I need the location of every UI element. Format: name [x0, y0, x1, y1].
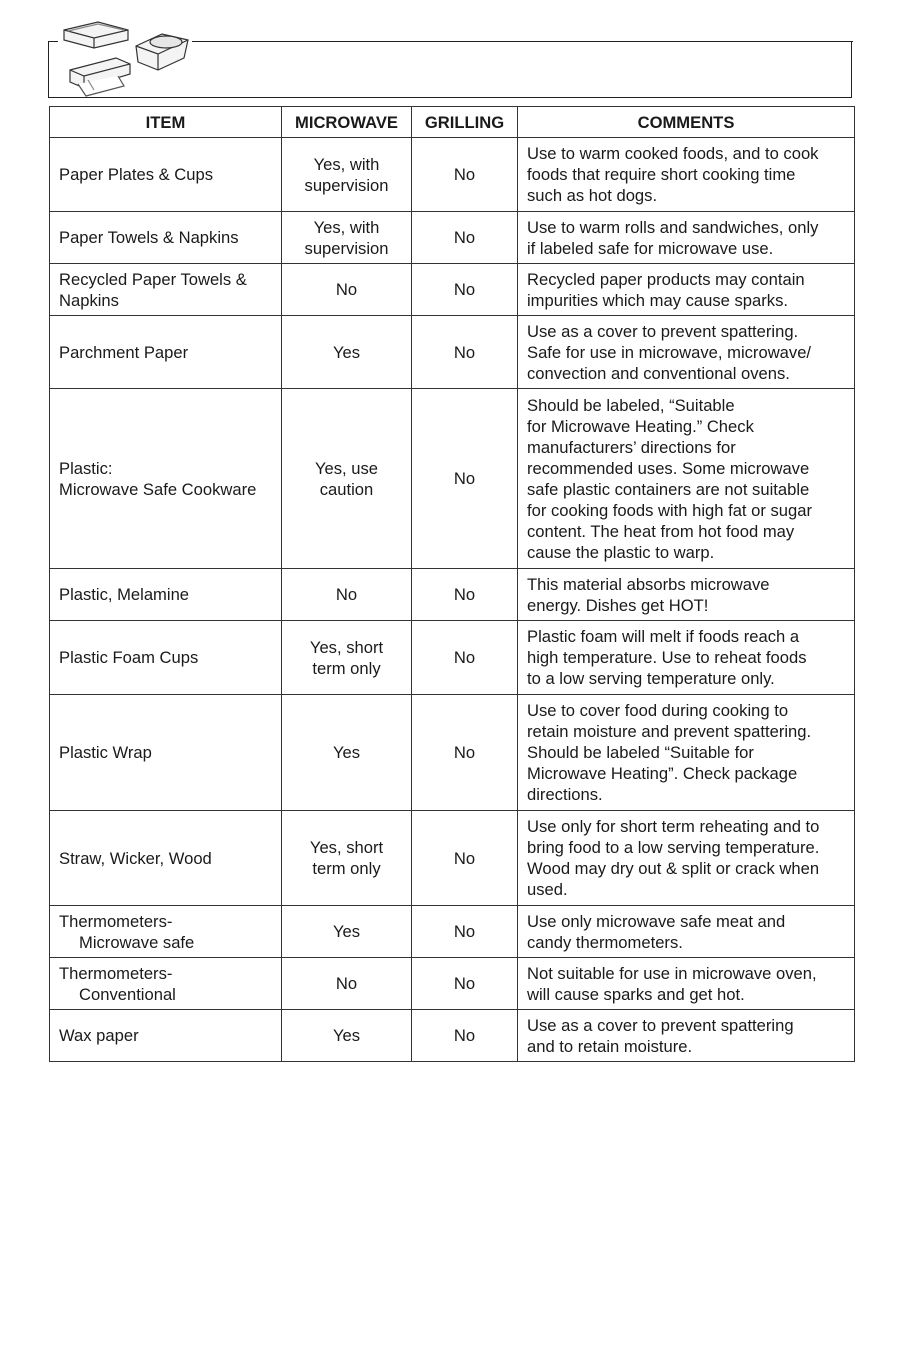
comment-cell-line: such as hot dogs. — [527, 186, 658, 205]
comment-cell-line: foods that require short cooking time — [527, 165, 796, 184]
grilling-cell: No — [412, 695, 518, 811]
comment-cell-line: Use only for short term reheating and to — [527, 817, 820, 836]
grilling-cell: No — [412, 569, 518, 621]
item-cell — [50, 958, 282, 1010]
table-row — [50, 621, 855, 695]
item-cell-line: Wax paper — [59, 1026, 139, 1045]
table-row — [50, 695, 855, 811]
comment-cell-line: and to retain moisture. — [527, 1036, 693, 1056]
microwave-cell-line: Yes — [332, 922, 361, 941]
item-cell — [50, 212, 282, 264]
grilling-cell: No — [412, 958, 518, 1010]
cookware-illustration-icon — [58, 18, 192, 98]
comment-cell-line: to a low serving temperature only. — [527, 669, 775, 688]
comment-cell-line: Recycled paper products may contain — [527, 269, 805, 289]
comment-cell-line: Use as a cover to prevent spattering — [527, 1015, 794, 1035]
comment-cell-line: recommended uses. Some microwave — [527, 458, 810, 478]
item-cell — [50, 138, 282, 212]
item-cell — [50, 811, 282, 906]
item-cell-line: Parchment Paper — [59, 342, 189, 362]
comment-cell-line: Use only microwave safe meat and — [527, 911, 786, 931]
grilling-cell: No — [412, 264, 518, 316]
column-header-grilling: GRILLING — [412, 107, 518, 138]
item-cell — [50, 906, 282, 958]
item-cell-line: Paper Towels & Napkins — [59, 228, 239, 247]
grilling-cell: No — [412, 212, 518, 264]
microwave-cell — [282, 621, 412, 695]
comment-cell-line: candy thermometers. — [527, 932, 683, 952]
microwave-cell-line: Yes, with — [313, 154, 380, 174]
comment-cell-line: This material absorbs microwave — [527, 574, 770, 594]
table-row — [50, 212, 855, 264]
comment-cell-line: Use as a cover to prevent spattering. — [527, 321, 799, 341]
microwave-cell — [282, 389, 412, 569]
microwave-cell-line: supervision — [304, 238, 389, 258]
item-cell-line: Recycled Paper Towels & — [59, 269, 247, 289]
grilling-cell: No — [412, 621, 518, 695]
item-cell-line: Paper Plates & Cups — [59, 165, 214, 184]
header-divider — [192, 41, 853, 42]
column-header-comments: COMMENTS — [518, 107, 855, 138]
item-cell-line: Straw, Wicker, Wood — [59, 848, 212, 868]
comment-cell — [518, 569, 855, 621]
comment-cell — [518, 389, 855, 569]
microwave-cell-line: Yes, use — [314, 458, 379, 478]
microwave-cell — [282, 958, 412, 1010]
table-row — [50, 389, 855, 569]
comment-cell-line: Use to warm rolls and sandwiches, only — [527, 217, 819, 237]
comment-cell — [518, 811, 855, 906]
comment-cell-line: convection and conventional ovens. — [527, 363, 790, 383]
table-row — [50, 811, 855, 906]
grilling-cell: No — [412, 1010, 518, 1062]
comment-cell-line: for Microwave Heating.” Check — [527, 416, 754, 436]
comment-cell — [518, 316, 855, 389]
microwave-cell — [282, 264, 412, 316]
item-cell-line: Thermometers- — [59, 963, 173, 983]
microwave-cell-line: Yes — [332, 342, 361, 362]
column-header-microwave: MICROWAVE — [282, 107, 412, 138]
item-cell — [50, 389, 282, 569]
comment-cell-line: Safe for use in microwave, microwave/ — [527, 342, 812, 362]
grilling-cell: No — [412, 389, 518, 569]
header-divider — [48, 41, 58, 42]
comment-cell-line: manufacturers’ directions for — [527, 437, 736, 457]
comment-cell-line: if labeled safe for microwave use. — [527, 238, 774, 258]
comment-cell-line: retain moisture and prevent spattering. — [527, 722, 812, 741]
item-cell-line: Plastic Wrap — [59, 743, 152, 762]
comment-cell — [518, 958, 855, 1010]
comment-cell — [518, 906, 855, 958]
grilling-cell: No — [412, 811, 518, 906]
comment-cell-line: for cooking foods with high fat or sugar — [527, 500, 813, 520]
microwave-cell-line: Yes, short — [309, 838, 384, 857]
microwave-cell-line: supervision — [304, 175, 389, 195]
item-cell-line: Plastic: — [59, 458, 113, 478]
table-row — [50, 906, 855, 958]
item-cell-line: Plastic Foam Cups — [59, 648, 199, 667]
comment-cell-line: bring food to a low serving temperature. — [527, 838, 820, 857]
item-cell-line: Thermometers- — [59, 911, 173, 931]
microwave-cell — [282, 212, 412, 264]
microwave-cell-line: No — [335, 974, 358, 993]
microwave-cell — [282, 1010, 412, 1062]
item-cell — [50, 695, 282, 811]
comment-cell-line: Use to warm cooked foods, and to cook — [527, 144, 819, 163]
microwave-cell — [282, 695, 412, 811]
comment-cell-line: Plastic foam will melt if foods reach a — [527, 627, 800, 646]
item-cell-line: Plastic, Melamine — [59, 585, 190, 604]
item-cell-line: Napkins — [59, 290, 119, 310]
item-cell — [50, 1010, 282, 1062]
item-cell — [50, 264, 282, 316]
table-row — [50, 264, 855, 316]
item-cell-line: Microwave Safe Cookware — [59, 479, 257, 499]
table-header-row — [50, 107, 855, 138]
microwave-cell-line: Yes — [332, 1026, 361, 1045]
comment-cell — [518, 212, 855, 264]
item-cell-line: Microwave safe — [79, 932, 195, 952]
microwave-cell-line: term only — [312, 658, 381, 678]
table-row — [50, 138, 855, 212]
grilling-cell: No — [412, 316, 518, 389]
microwave-cell-line: No — [335, 585, 358, 604]
comment-cell — [518, 264, 855, 316]
microwave-cell — [282, 316, 412, 389]
table-row — [50, 316, 855, 389]
microwave-cell — [282, 569, 412, 621]
comment-cell-line: Should be labeled “Suitable for — [527, 743, 754, 762]
microwave-cell — [282, 811, 412, 906]
comment-cell-line: Microwave Heating”. Check package — [527, 764, 798, 783]
item-cell-line: Conventional — [79, 984, 176, 1004]
comment-cell-line: energy. Dishes get HOT! — [527, 595, 709, 615]
microwave-cell — [282, 906, 412, 958]
microwave-cell-line: No — [335, 280, 358, 299]
column-header-item: ITEM — [50, 107, 282, 138]
microwave-cell-line: Yes, short — [309, 637, 384, 657]
comment-cell-line: Use to cover food during cooking to — [527, 701, 789, 720]
grilling-cell: No — [412, 906, 518, 958]
microwave-cell-line: Yes — [332, 743, 361, 762]
item-cell — [50, 621, 282, 695]
comment-cell-line: safe plastic containers are not suitable — [527, 479, 810, 499]
table-row — [50, 1010, 855, 1062]
microwave-cell-line: Yes, with — [313, 217, 380, 237]
microwave-cell-line: caution — [319, 479, 374, 499]
comment-cell-line: Should be labeled, “Suitable — [527, 395, 735, 415]
item-cell — [50, 569, 282, 621]
item-cell — [50, 316, 282, 389]
comment-cell-line: high temperature. Use to reheat foods — [527, 648, 807, 667]
comment-cell — [518, 621, 855, 695]
comment-cell — [518, 695, 855, 811]
cookware-table — [49, 106, 855, 1062]
grilling-cell: No — [412, 138, 518, 212]
comment-cell — [518, 138, 855, 212]
comment-cell-line: used. — [527, 880, 568, 899]
table-row — [50, 958, 855, 1010]
comment-cell-line: impurities which may cause sparks. — [527, 290, 788, 310]
comment-cell-line: Not suitable for use in microwave oven, — [527, 963, 817, 983]
microwave-cell — [282, 138, 412, 212]
comment-cell-line: Wood may dry out & split or crack when — [527, 859, 820, 878]
comment-cell-line: directions. — [527, 785, 603, 804]
table-row — [50, 569, 855, 621]
comment-cell-line: cause the plastic to warp. — [527, 542, 715, 562]
comment-cell-line: will cause sparks and get hot. — [527, 984, 745, 1004]
comment-cell-line: content. The heat from hot food may — [527, 521, 795, 541]
comment-cell — [518, 1010, 855, 1062]
microwave-cell-line: term only — [312, 859, 381, 878]
